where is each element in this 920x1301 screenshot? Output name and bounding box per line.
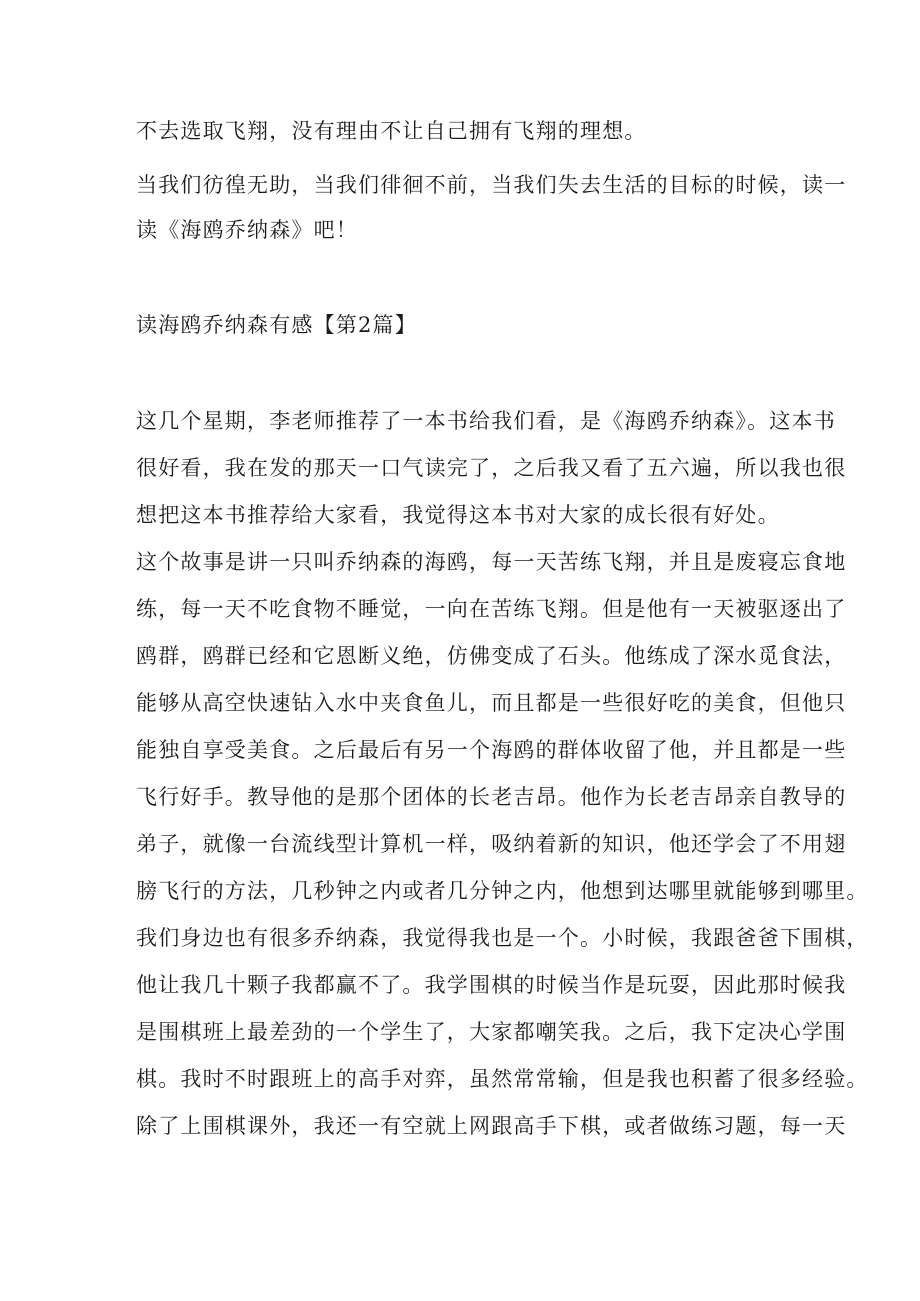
text-line: 练，每一天不吃食物不睡觉，一向在苦练飞翔。但是他有一天被驱逐出了 xyxy=(136,597,847,621)
text-line: 这个故事是讲一只叫乔纳森的海鸥，每一天苦练飞翔，并且是废寝忘食地 xyxy=(136,550,847,574)
text-line: 很好看，我在发的那天一口气读完了，之后我又看了五六遍，所以我也很 xyxy=(136,456,847,480)
section-heading: 读海鸥乔纳森有感【第2篇】 xyxy=(136,313,417,337)
text-line: 棋。我时不时跟班上的高手对弈，虽然常常输，但是我也积蓄了很多经验。 xyxy=(136,1067,869,1091)
text-line: 飞行好手。教导他的是那个团体的长老吉昂。他作为长老吉昂亲自教导的 xyxy=(136,785,847,809)
text-line: 能够从高空快速钻入水中夹食鱼儿，而且都是一些很好吃的美食，但他只 xyxy=(136,691,847,715)
text-line: 膀飞行的方法，几秒钟之内或者几分钟之内，他想到达哪里就能够到哪里。 xyxy=(136,879,869,903)
text-line: 鸥群，鸥群已经和它恩断义绝，仿佛变成了石头。他练成了深水觅食法， xyxy=(136,644,847,668)
text-line: 除了上围棋课外，我还一有空就上网跟高手下棋，或者做练习题，每一天 xyxy=(136,1114,847,1138)
text-line: 我们身边也有很多乔纳森，我觉得我也是一个。小时候，我跟爸爸下围棋， xyxy=(136,926,869,950)
text-line: 弟子，就像一台流线型计算机一样，吸纳着新的知识，他还学会了不用翅 xyxy=(136,832,847,856)
text-line: 他让我几十颗子我都赢不了。我学围棋的时候当作是玩耍，因此那时候我 xyxy=(136,973,847,997)
text-line: 不去选取飞翔，没有理由不让自己拥有飞翔的理想。 xyxy=(136,119,647,143)
text-line: 是围棋班上最差劲的一个学生了，大家都嘲笑我。之后，我下定决心学围 xyxy=(136,1020,847,1044)
text-line: 想把这本书推荐给大家看，我觉得这本书对大家的成长很有好处。 xyxy=(136,503,780,527)
text-line: 读《海鸥乔纳森》吧！ xyxy=(136,218,358,242)
text-line: 这几个星期，李老师推荐了一本书给我们看，是《海鸥乔纳森》。这本书 xyxy=(136,409,836,433)
text-line: 当我们彷徨无助，当我们徘徊不前，当我们失去生活的目标的时候，读一 xyxy=(136,173,847,197)
text-line: 能独自享受美食。之后最后有另一个海鸥的群体收留了他，并且都是一些 xyxy=(136,738,847,762)
